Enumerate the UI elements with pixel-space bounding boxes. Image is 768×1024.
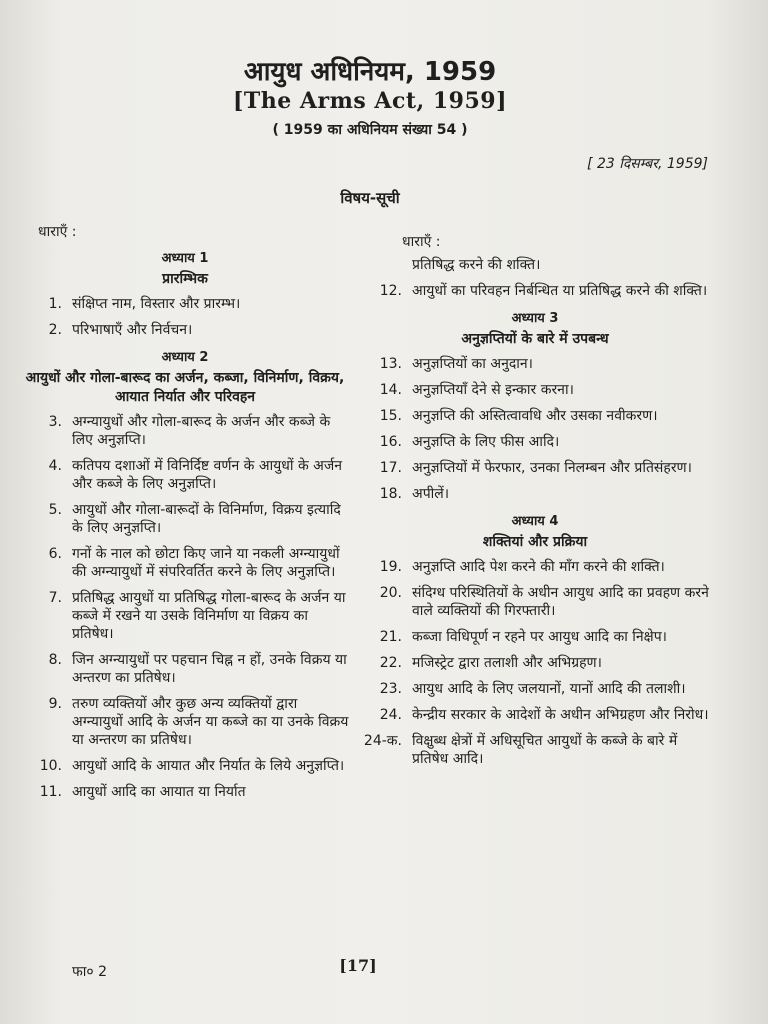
section-text: केन्द्रीय सरकार के आदेशों के अधीन अभिग्रहण और निरोध। [412,707,709,723]
section-text: मजिस्ट्रेट द्वारा तलाशी और अभिग्रहण। [412,655,602,671]
chapter-1-label: अध्याय 1 [161,251,209,266]
section-number: 3. [48,414,62,430]
left-section-head: धाराएँ : [38,224,77,240]
section-text: संक्षिप्त नाम, विस्तार और प्रारम्भ। [72,296,241,312]
section-item [20,695,350,749]
left-column [20,246,350,809]
chapter-2-title: आयुधों और गोला-बारूद का अर्जन, कब्जा, विनिर्माण, विक्रय, आयात निर्यात और परिवहन [25,370,345,405]
section-text: आयुधों और गोला-बारूदों के विनिर्माण, विक्रय इत्यादि के लिए अनुज्ञप्ति। [72,502,341,536]
toc-title: विषय-सूची [340,189,400,207]
footer-file-mark: फा० 2 [72,964,108,980]
right-column [360,256,710,776]
section-number: 9. [48,696,62,712]
section-number: 23. [379,681,402,697]
section-item [20,783,350,801]
section-item [20,457,350,493]
section-text: आयुधों का परिवहन निर्बन्धित या प्रतिषिद्ध करने की शक्ति। [412,283,708,299]
section-text: तरुण व्यक्तियों और कुछ अन्य व्यक्तियों द्वारा अग्न्यायुधों आदि के अर्जन या कब्जे का या उनके विक्रय या अन्तरण का प्रतिषेध। [72,696,349,748]
section-number: 22. [379,655,402,671]
section-number: 12. [379,283,402,299]
chapter-2-label: अध्याय 2 [161,350,209,365]
section-text: गनों के नाल को छोटा किए जाने या नकली अग्न्यायुधों की अग्न्यायुधों में संपरिवर्तित करने के लिए अनुज्ञप्ति। [72,546,340,580]
section-text: परिभाषाएँ और निर्वचन। [72,322,193,338]
section-item [20,413,350,449]
section-number: 21. [379,629,402,645]
section-item [360,282,710,300]
section-item [360,706,710,724]
page-number: [17] [339,956,377,975]
section-text: अनुज्ञप्तियों में फेरफार, उनका निलम्बन और प्रतिसंहरण। [412,460,692,476]
section-number: 13. [379,356,402,372]
section-item [360,732,710,768]
right-section-head: धाराएँ : [402,234,441,250]
section-number: 5. [48,502,62,518]
section-text: आयुधों आदि के आयात और निर्यात के लिये अनुज्ञप्ति। [72,758,345,774]
section-11-continuation: प्रतिषिद्ध करने की शक्ति। [412,257,541,273]
title-english: [The Arms Act, 1959] [233,88,507,114]
section-text: कब्जा विधिपूर्ण न रहने पर आयुध आदि का निक्षेप। [412,629,667,645]
section-item [360,381,710,399]
section-item [360,628,710,646]
section-text: अग्न्यायुधों और गोला-बारूद के अर्जन और कब्जे के लिए अनुज्ञप्ति। [72,414,331,448]
section-text: आयुधों आदि का आयात या निर्यात [72,784,246,800]
title-hindi: आयुध अधिनियम, 1959 [243,57,497,87]
chapter-4-label: अध्याय 4 [511,514,559,529]
section-item [360,680,710,698]
section-number: 24. [379,707,402,723]
section-number: 20. [379,585,402,601]
section-item [360,654,710,672]
section-item [20,545,350,581]
act-number: ( 1959 का अधिनियम संख्या 54 ) [272,122,468,138]
act-date: [ 23 दिसम्बर, 1959] [587,156,708,172]
section-item [20,321,350,339]
section-text: प्रतिषिद्ध आयुधों या प्रतिषिद्ध गोला-बारूद के अर्जन या कब्जे में रखने या उसके विनिर्माण या विक्रय का प्रतिषेध। [72,590,346,642]
section-number: 18. [379,486,402,502]
section-number: 15. [379,408,402,424]
section-text: अनुज्ञप्ति के लिए फीस आदि। [412,434,560,450]
section-item [360,558,710,576]
section-item [20,651,350,687]
section-number: 11. [39,784,62,800]
section-item [20,295,350,313]
section-item [360,485,710,503]
section-number: 17. [379,460,402,476]
section-number: 7. [48,590,62,606]
section-text: अनुज्ञप्ति आदि पेश करने की माँग करने की शक्ति। [412,559,665,575]
section-item [360,407,710,425]
section-number: 4. [48,458,62,474]
section-item [360,433,710,451]
section-text: संदिग्ध परिस्थितियों के अधीन आयुध आदि का प्रवहण करने वाले व्यक्तियों की गिरफ्तारी। [412,585,709,619]
section-text: अनुज्ञप्तियों का अनुदान। [412,356,533,372]
section-item [360,584,710,620]
section-number: 24-क. [363,733,402,749]
section-number: 8. [48,652,62,668]
section-number: 16. [379,434,402,450]
section-item [20,589,350,643]
section-item [20,501,350,537]
section-number: 6. [48,546,62,562]
section-number: 2. [48,322,62,338]
section-text: विक्षुब्ध क्षेत्रों में अधिसूचित आयुधों के कब्जे के बारे में प्रतिषेध आदि। [412,733,678,767]
section-text: कतिपय दशाओं में विनिर्दिष्ट वर्णन के आयुधों के अर्जन और कब्जे के लिए अनुज्ञप्ति। [72,458,343,492]
chapter-1-title: प्रारम्भिक [162,271,208,287]
section-text: अपीलें। [412,486,450,502]
section-text: आयुध आदि के लिए जलयानों, यानों आदि की तलाशी। [412,681,686,697]
chapter-4-title: शक्तियां और प्रक्रिया [482,534,588,550]
section-text: अनुज्ञप्तियाँ देने से इन्कार करना। [412,382,574,398]
section-number: 14. [379,382,402,398]
section-number: 1. [48,296,62,312]
section-item [20,757,350,775]
section-item [360,459,710,477]
chapter-3-title: अनुज्ञप्तियों के बारे में उपबन्ध [461,331,609,347]
section-text: जिन अग्न्यायुधों पर पहचान चिह्न न हों, उनके विक्रय या अन्तरण का प्रतिषेध। [72,652,347,686]
section-number: 19. [379,559,402,575]
chapter-3-label: अध्याय 3 [511,311,559,326]
section-number: 10. [39,758,62,774]
section-text: अनुज्ञप्ति की अस्तित्वावधि और उसका नवीकरण। [412,408,658,424]
section-item [360,355,710,373]
